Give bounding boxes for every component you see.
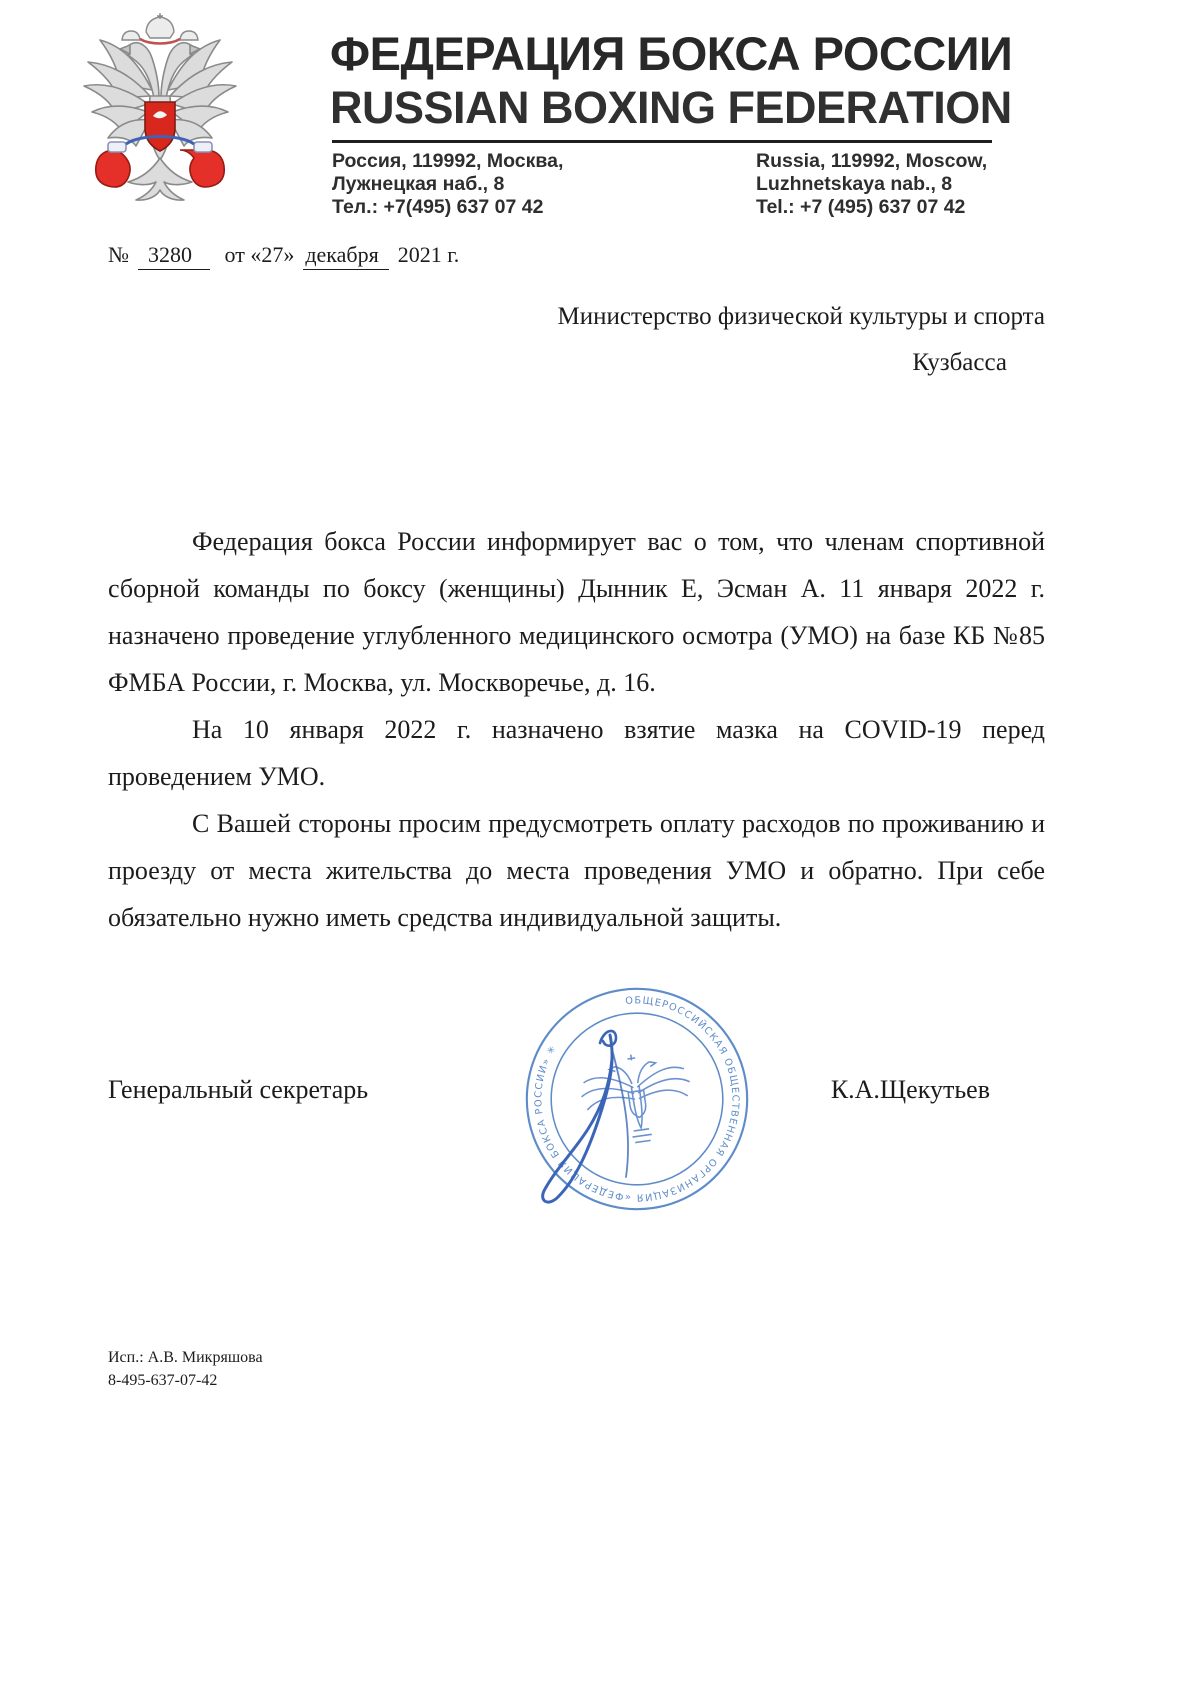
address-block-en [756, 150, 987, 219]
body-paragraph: На 10 января 2022 г. назначено взятие мазка на COVID-19 перед проведением УМО. [108, 715, 1045, 791]
address-line: Лужнецкая наб., 8 [332, 173, 505, 195]
stamp-text: ОБЩЕРОССИЙСКАЯ ОБЩЕСТВЕННАЯ ОРГАНИЗАЦИЯ «ФЕДЕРАЦИЯ БОКСА РОССИИ» ✳ [533, 995, 741, 1203]
signer-title: Генеральный секретарь [108, 1075, 369, 1104]
crowns-icon [122, 13, 198, 40]
recipient-region: Кузбасса [912, 349, 1007, 376]
red-shield [145, 102, 175, 151]
header-divider [332, 140, 992, 143]
executor-phone: 8-495-637-07-42 [108, 1372, 218, 1389]
handwritten-signature [512, 995, 732, 1230]
address-line: Тел.: +7(495) 637 07 42 [332, 196, 544, 218]
signer-name: К.А.Щекутьев [830, 1075, 990, 1104]
address-line: Luzhnetskaya nab., 8 [756, 173, 953, 195]
address-line: Russia, 119992, Moscow, [756, 150, 988, 172]
org-name-ru: ФЕДЕРАЦИЯ БОКСА РОССИИ [330, 27, 1013, 80]
executor-name: Исп.: А.В. Микряшова [108, 1349, 263, 1366]
address-block-ru [332, 150, 563, 219]
ref-date-year: 2021 г. [397, 242, 460, 267]
ref-number-sign: № [108, 242, 129, 267]
ref-date-month: декабря [303, 242, 388, 270]
crown-ribbon [140, 39, 180, 44]
rbf-coat-of-arms-icon [60, 12, 260, 230]
recipient-name: Министерство физической культуры и спорта [557, 303, 1045, 330]
recipient-block [558, 294, 1045, 386]
executor-block [108, 1346, 263, 1392]
body-paragraph: С Вашей стороны просим предусмотреть оплату расходов по проживанию и проезду от места жительства до места проведения УМО и обратно. При себе обязательно нужно иметь средства индивидуальной защиты. [108, 809, 1045, 932]
address-line: Tel.: +7 (495) 637 07 42 [756, 196, 966, 218]
ref-date-prefix: от «27» [224, 242, 295, 267]
address-line: Россия, 119992, Москва, [332, 150, 564, 172]
ref-outgoing-number: 3280 [138, 242, 210, 270]
body-paragraph: Федерация бокса России информирует вас о том, что членам спортивной сборной команды по боксу (женщины) Дынник Е, Эсман А. 11 января 2022 г. назначено проведение углубленного медицинского осмотра (УМО) на базе КБ №85 ФМБА России, г. Москва, ул. Москворечье, д. 16. [108, 527, 1045, 697]
org-name-en: RUSSIAN BOXING FEDERATION [330, 82, 1012, 133]
reference-line [108, 242, 468, 268]
letter-body [108, 518, 1045, 941]
